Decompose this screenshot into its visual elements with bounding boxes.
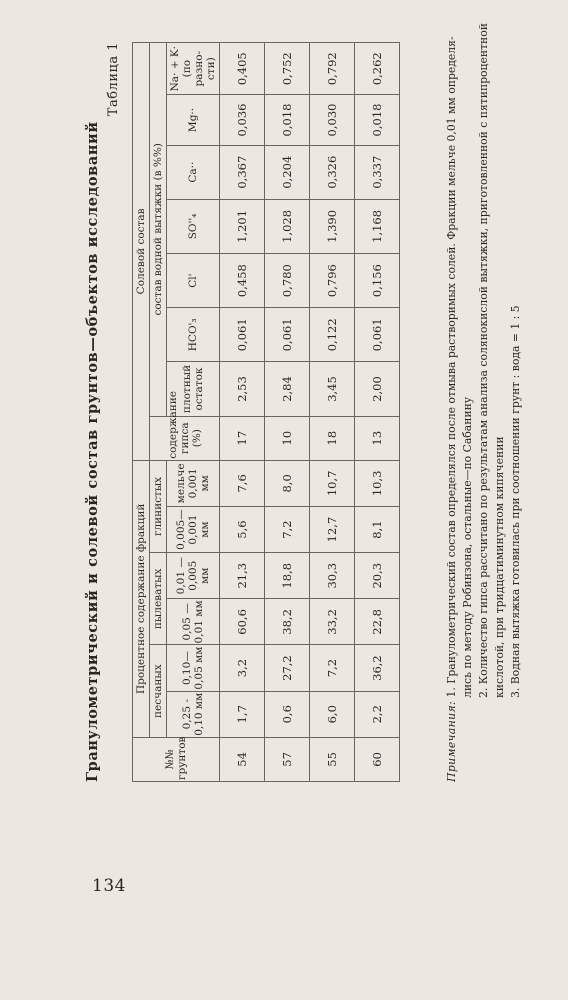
cell-so4: 1,028: [265, 199, 310, 253]
cell-mg: 0,018: [265, 95, 310, 145]
cell-f3: 60,6: [220, 599, 265, 645]
header-salt: Солевой состав: [133, 43, 150, 461]
page-number: 134: [92, 876, 126, 896]
header-clayey: глинистых: [150, 460, 167, 552]
cell-f4: 20,3: [355, 553, 400, 599]
note-1-cont: лись по методу Робинзона, остальные—по Сабанину: [461, 396, 474, 698]
header-f6: мельче 0,001 мм: [167, 460, 220, 506]
cell-f6: 8,0: [265, 460, 310, 506]
cell-gypsum: 13: [355, 416, 400, 460]
cell-na-k: 0,405: [220, 43, 265, 95]
cell-so4: 1,168: [355, 199, 400, 253]
cell-soil-no: 54: [220, 737, 265, 781]
table-row: [310, 43, 355, 782]
table-number: Таблица 1: [106, 42, 121, 117]
cell-gypsum: 10: [265, 416, 310, 460]
cell-f2: 3,2: [220, 645, 265, 691]
header-sandy: песчаных: [150, 645, 167, 737]
rotated-table-block: [84, 23, 524, 782]
header-extract: состав водной вытяжки (в %%): [150, 43, 167, 417]
cell-soil-no: 55: [310, 737, 355, 781]
notes-label: Примечания:: [445, 700, 458, 782]
cell-f5: 7,2: [265, 506, 310, 552]
cell-cl: 0,458: [220, 253, 265, 307]
cell-gypsum: 17: [220, 416, 265, 460]
cell-f6: 10,7: [310, 460, 355, 506]
cell-hco3: 0,061: [220, 308, 265, 362]
cell-f1: 0,6: [265, 691, 310, 737]
cell-na-k: 0,262: [355, 43, 400, 95]
cell-so4: 1,390: [310, 199, 355, 253]
cell-hco3: 0,122: [310, 308, 355, 362]
table-row: [265, 43, 310, 782]
cell-mg: 0,018: [355, 95, 400, 145]
table-row: [220, 43, 265, 782]
header-f2: 0,10— 0,05 мм: [167, 645, 220, 691]
header-na-k: Na· + K· (по разно- сти): [167, 43, 220, 95]
cell-ca: 0,337: [355, 145, 400, 199]
cell-f4: 30,3: [310, 553, 355, 599]
cell-f5: 12,7: [310, 506, 355, 552]
header-silty: пылеватых: [150, 553, 167, 645]
cell-soil-no: 60: [355, 737, 400, 781]
header-residue: плотный остаток: [167, 362, 220, 416]
note-1: 1. Гранулометрический состав определялся после отмыва растворимых солей. Фракции мельче 0,01 мм определя-: [445, 36, 458, 698]
cell-f2: 36,2: [355, 645, 400, 691]
cell-ca: 0,367: [220, 145, 265, 199]
header-f1: 0,25 - 0,10 мм: [167, 691, 220, 737]
header-f5: 0,005— 0,001 мм: [167, 506, 220, 552]
header-cl: Cl': [167, 253, 220, 307]
table-row: [355, 43, 400, 782]
cell-f4: 21,3: [220, 553, 265, 599]
header-ca: Ca··: [167, 145, 220, 199]
cell-residue: 2,53: [220, 362, 265, 416]
table-notes: [444, 23, 524, 782]
header-hco3: HCO'₃: [167, 308, 220, 362]
cell-f1: 6,0: [310, 691, 355, 737]
cell-soil-no: 57: [265, 737, 310, 781]
cell-cl: 0,780: [265, 253, 310, 307]
cell-mg: 0,036: [220, 95, 265, 145]
header-f3: 0,05 — 0,01 мм: [167, 599, 220, 645]
cell-f4: 18,8: [265, 553, 310, 599]
header-soil-no: №№ грунтов: [133, 737, 220, 781]
cell-na-k: 0,752: [265, 43, 310, 95]
cell-mg: 0,030: [310, 95, 355, 145]
table-title: Гранулометрический и солевой состав грунтов—объектов исследований: [84, 121, 101, 782]
cell-f1: 1,7: [220, 691, 265, 737]
cell-f3: 38,2: [265, 599, 310, 645]
cell-gypsum: 18: [310, 416, 355, 460]
cell-hco3: 0,061: [265, 308, 310, 362]
cell-f5: 8,1: [355, 506, 400, 552]
note-3: 3. Водная вытяжка готовилась при соотношении грунт : вода = 1 : 5: [509, 305, 522, 698]
cell-na-k: 0,792: [310, 43, 355, 95]
header-gypsum: содержание гипса (%): [150, 416, 220, 460]
note-2-cont: кислотой, при тридцатиминутном кипячении: [493, 436, 506, 698]
cell-cl: 0,156: [355, 253, 400, 307]
header-mg: Mg··: [167, 95, 220, 145]
cell-so4: 1,201: [220, 199, 265, 253]
cell-ca: 0,204: [265, 145, 310, 199]
cell-f3: 33,2: [310, 599, 355, 645]
header-so4: SO''₄: [167, 199, 220, 253]
cell-residue: 2,00: [355, 362, 400, 416]
header-fractions: Процентное содержание фракций: [133, 460, 150, 737]
cell-residue: 2,84: [265, 362, 310, 416]
cell-ca: 0,326: [310, 145, 355, 199]
cell-f3: 22,8: [355, 599, 400, 645]
cell-f2: 7,2: [310, 645, 355, 691]
cell-f2: 27,2: [265, 645, 310, 691]
cell-f6: 7,6: [220, 460, 265, 506]
cell-hco3: 0,061: [355, 308, 400, 362]
cell-f5: 5,6: [220, 506, 265, 552]
cell-residue: 3,45: [310, 362, 355, 416]
cell-f6: 10,3: [355, 460, 400, 506]
cell-f1: 2,2: [355, 691, 400, 737]
note-2: 2. Количество гипса рассчитано по результатам анализа солянокислой вытяжки, приготовленной с пятипроцентной: [477, 23, 490, 698]
data-table: [132, 42, 400, 782]
header-f4: 0,01 — 0,005 мм: [167, 553, 220, 599]
cell-cl: 0,796: [310, 253, 355, 307]
